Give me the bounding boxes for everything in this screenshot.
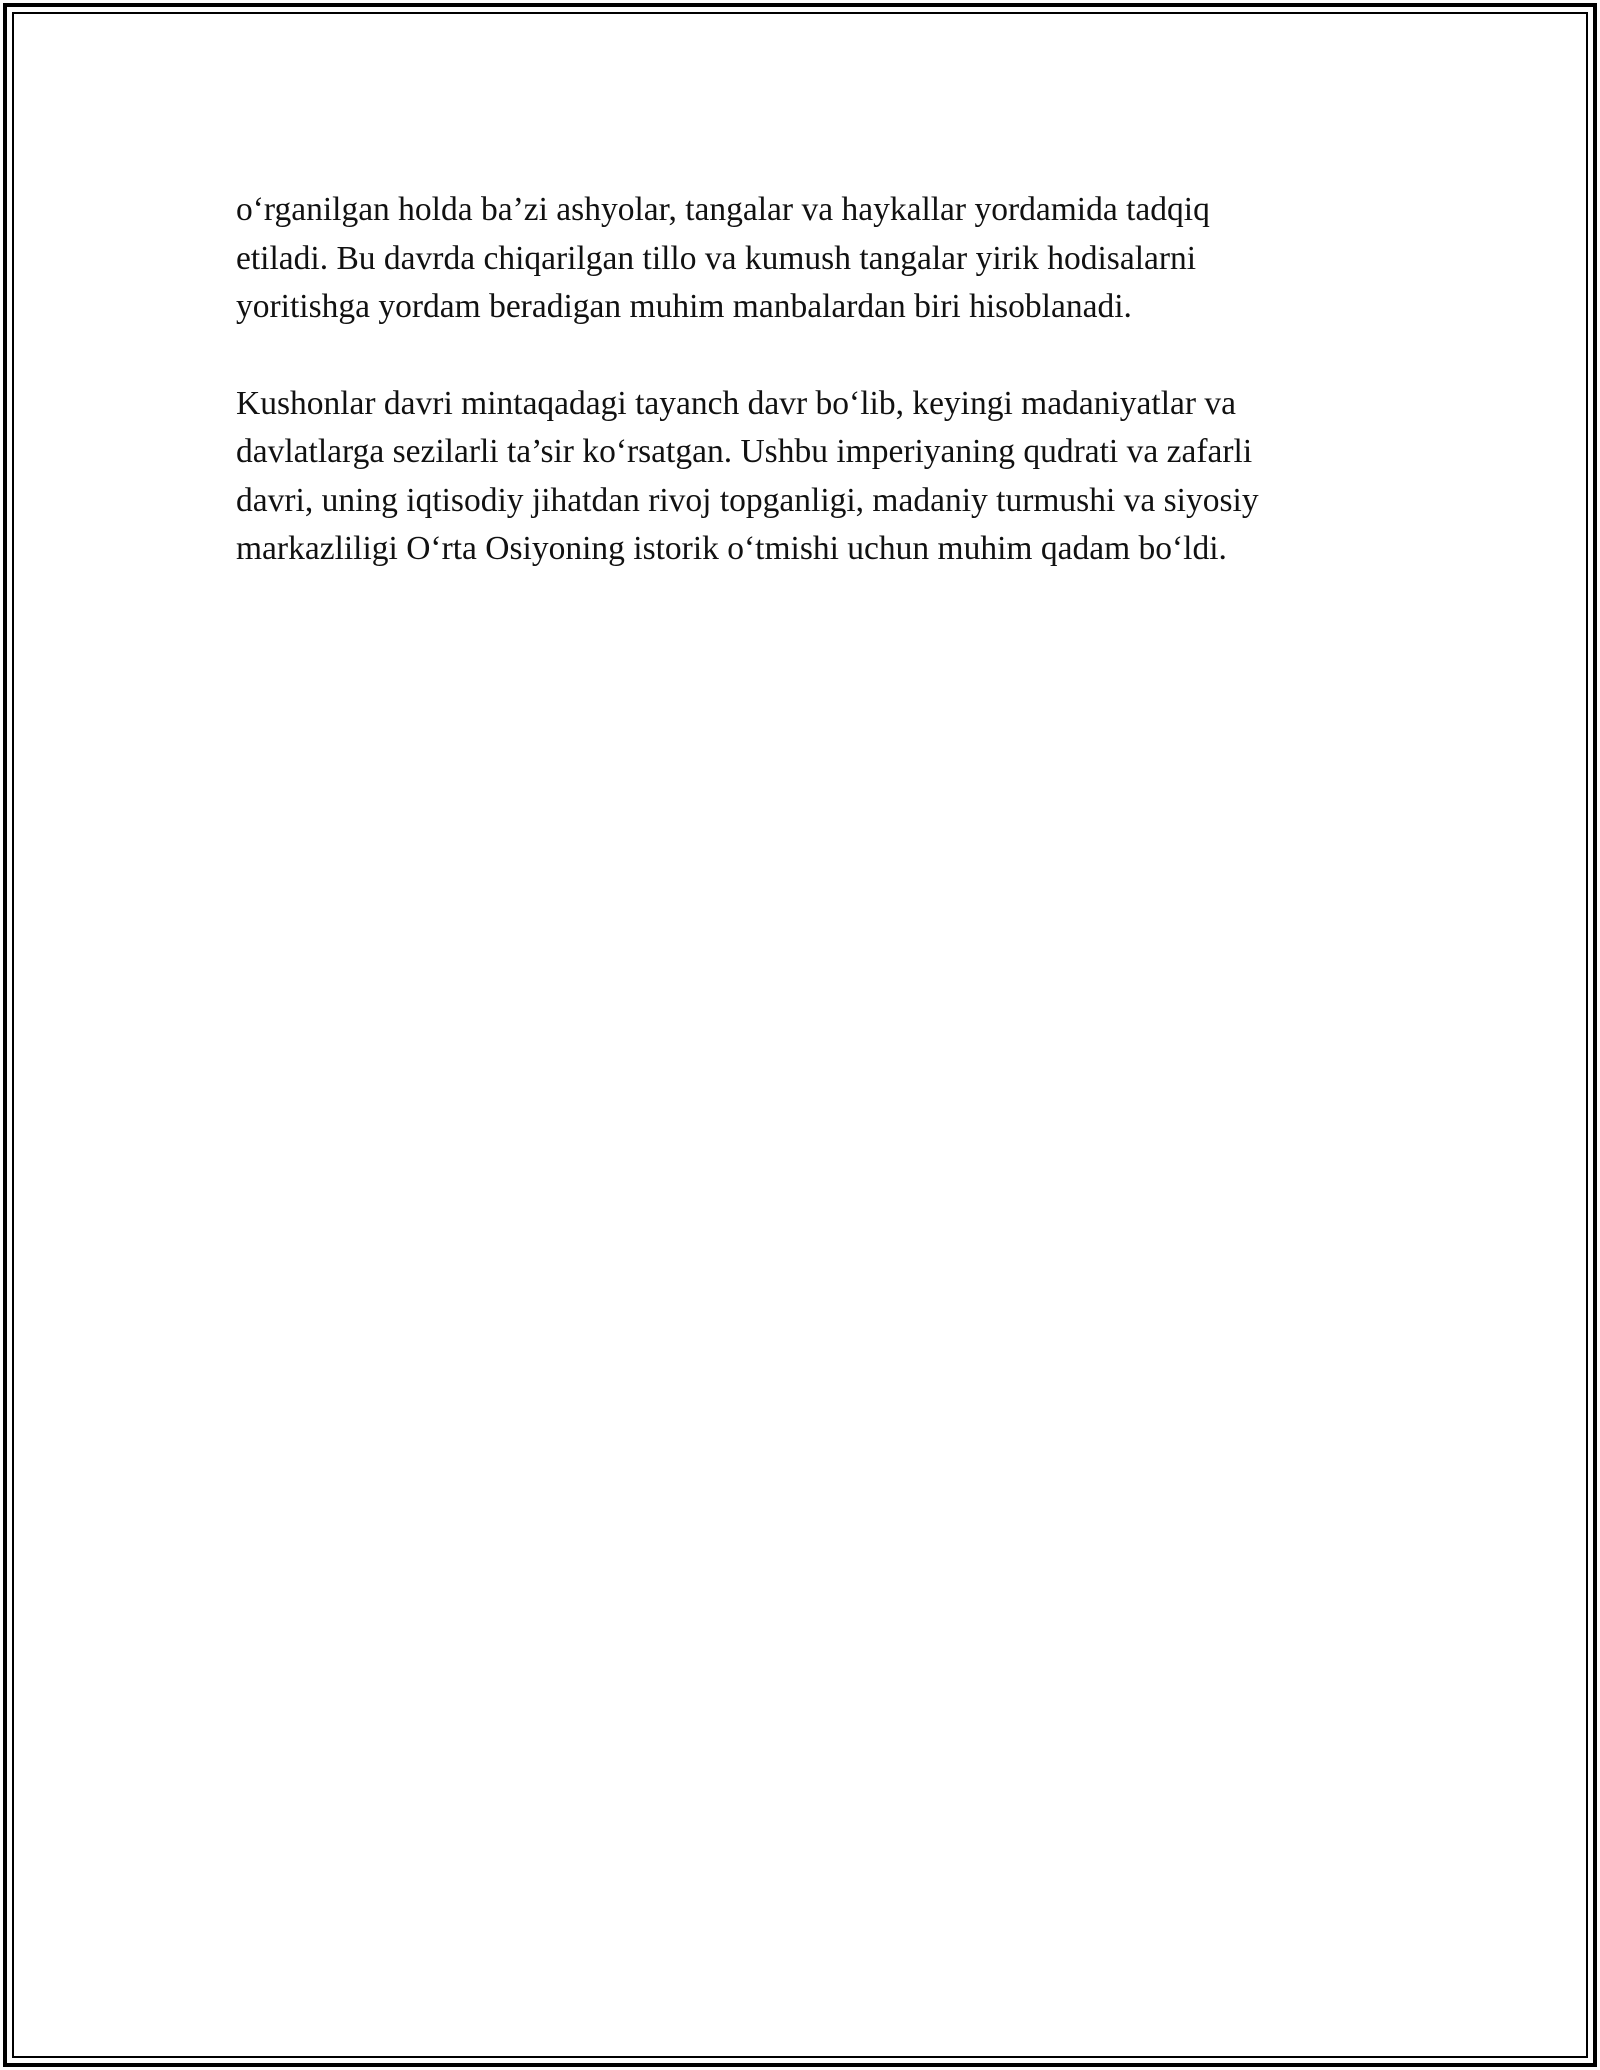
- document-body: [236, 186, 1386, 622]
- paragraph-line: yoritishga yordam beradigan muhim manbalardan biri hisoblanadi.: [236, 288, 1132, 325]
- paragraph-line: davlatlarga sezilarli ta’sir ko‘rsatgan. Ushbu imperiyaning qudrati va zafarli: [236, 433, 1253, 470]
- paragraph-line: Kushonlar davri mintaqadagi tayanch davr bo‘lib, keyingi madaniyatlar va: [236, 384, 1237, 422]
- paragraph-line: markazliligi O‘rta Osiyoning istorik o‘tmishi uchun muhim qadam bo‘ldi.: [236, 530, 1227, 567]
- paragraph-2: [236, 380, 1386, 574]
- paragraph-line: o‘rganilgan holda ba’zi ashyolar, tangalar va haykallar yordamida tadqiq: [236, 191, 1210, 228]
- paragraph-line: etiladi. Bu davrda chiqarilgan tillo va kumush tangalar yirik hodisalarni: [236, 239, 1197, 277]
- paragraph-line: davri, uning iqtisodiy jihatdan rivoj topganligi, madaniy turmushi va siyosiy: [236, 481, 1259, 519]
- paragraph-1: [236, 186, 1386, 332]
